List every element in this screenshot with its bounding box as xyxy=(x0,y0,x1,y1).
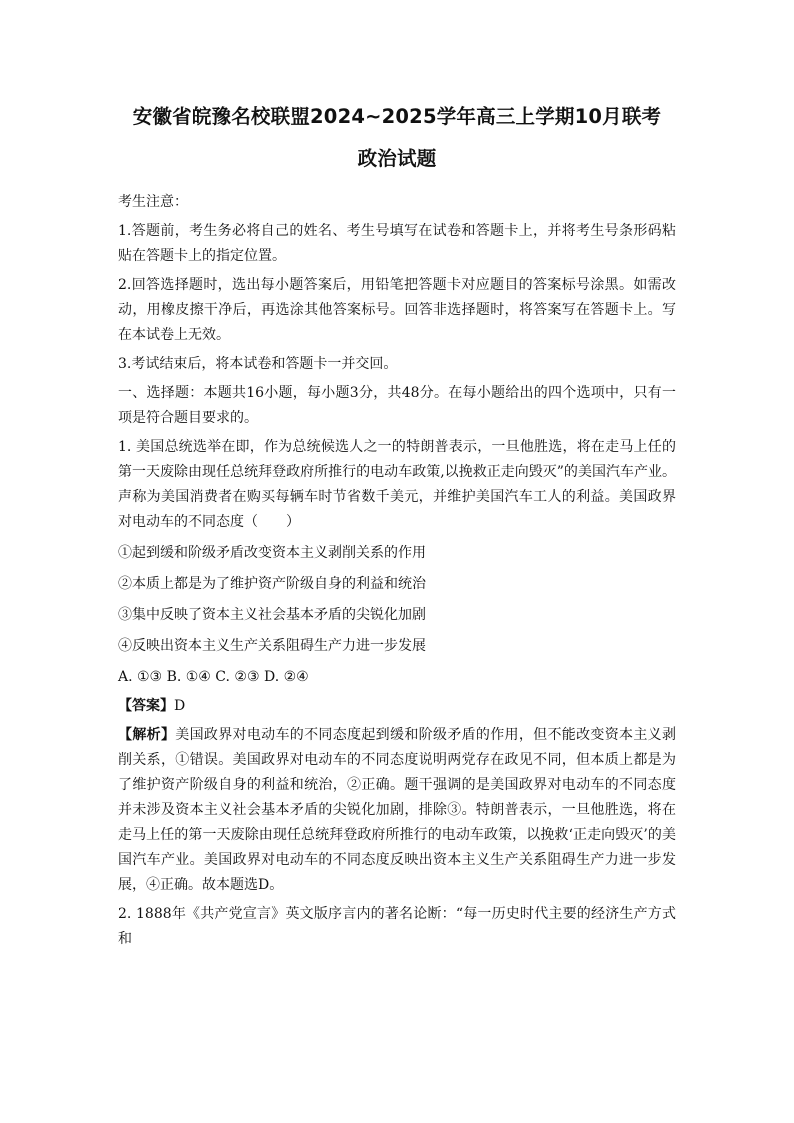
question-1-stem: 1. 美国总统选举在即，作为总统候选人之一的特朗普表示，一旦他胜选，将在走马上任的第一天废除由现任总统拜登政府所推行的电动车政策,以挽救正走向毁灭”的美国汽车产业。声称为美国消费者在购买每辆车时节省数千美元，并维护美国汽车工人的利益。美国政界对电动车的不同态度（ ） xyxy=(118,439,676,530)
notice-item-1: 1.答题前，考生务必将自己的姓名、考生号填写在试卷和答题卡上，并将考生号条形码粘贴在答题卡上的指定位置。 xyxy=(118,223,676,264)
question-1-option-3: ③集中反映了资本主义社会基本矛盾的尖锐化加剧 xyxy=(118,607,426,623)
question-1-option-2: ②本质上都是为了维护资产阶级自身的利益和统治 xyxy=(118,576,426,592)
page-subtitle: 政治试题 xyxy=(357,147,437,170)
question-1-analysis xyxy=(118,723,676,898)
analysis-label: 【解析】 xyxy=(118,727,176,743)
answer-label: 【答案】 xyxy=(118,698,174,714)
question-1-options xyxy=(118,541,676,659)
question-1-answer xyxy=(118,694,676,719)
page-title: 安徽省皖豫名校联盟2024~2025学年高三上学期10月联考 xyxy=(132,105,662,128)
section-heading: 一、选择题：本题共16小题，每小题3分，共48分。在每小题给出的四个选项中，只有一项是符合题目要求的。 xyxy=(118,385,676,426)
question-1-option-1: ①起到缓和阶级矛盾改变资本主义剥削关系的作用 xyxy=(118,545,426,561)
question-2-stem: 2. 1888年《共产党宣言》英文版序言内的著名论断：“每一历史时代主要的经济生产方式和 xyxy=(118,906,676,947)
question-1-choices: A. ①③ B. ①④ C. ②③ D. ②④ xyxy=(118,669,309,685)
notice-item-2: 2.回答选择题时，选出每小题答案后，用铅笔把答题卡对应题目的答案标号涂黑。如需改动，用橡皮擦干净后，再选涂其他答案标号。回答非选择题时，将答案写在答题卡上。写在本试卷上无效。 xyxy=(118,277,676,343)
notice-heading: 考生注意： xyxy=(118,194,188,210)
question-1-option-4: ④反映出资本主义生产关系阻碍生产力进一步发展 xyxy=(118,638,426,654)
notice-item-3: 3.考试结束后，将本试卷和答题卡一并交回。 xyxy=(118,356,398,372)
analysis-text: 美国政界对电动车的不同态度起到缓和阶级矛盾的作用，但不能改变资本主义剥削关系，①错误。美国政界对电动车的不同态度说明两党存在政见不同，但本质上都是为了维护资产阶级自身的利益和统治，②正确。题干强调的是美国政界对电动车的不同态度并未涉及资本主义社会基本矛盾的尖锐化加剧，排除③。特朗普表示，一旦他胜选，将在走马上任的第一天废除由现任总统拜登政府所推行的电动车政策，以挽救‘正走向毁灭’的美国汽车产业。美国政界对电动车的不同态度反映出资本主义生产关系阻碍生产力进一步发展，④正确。故本题选D。 xyxy=(118,727,677,893)
answer-value: D xyxy=(174,698,186,714)
